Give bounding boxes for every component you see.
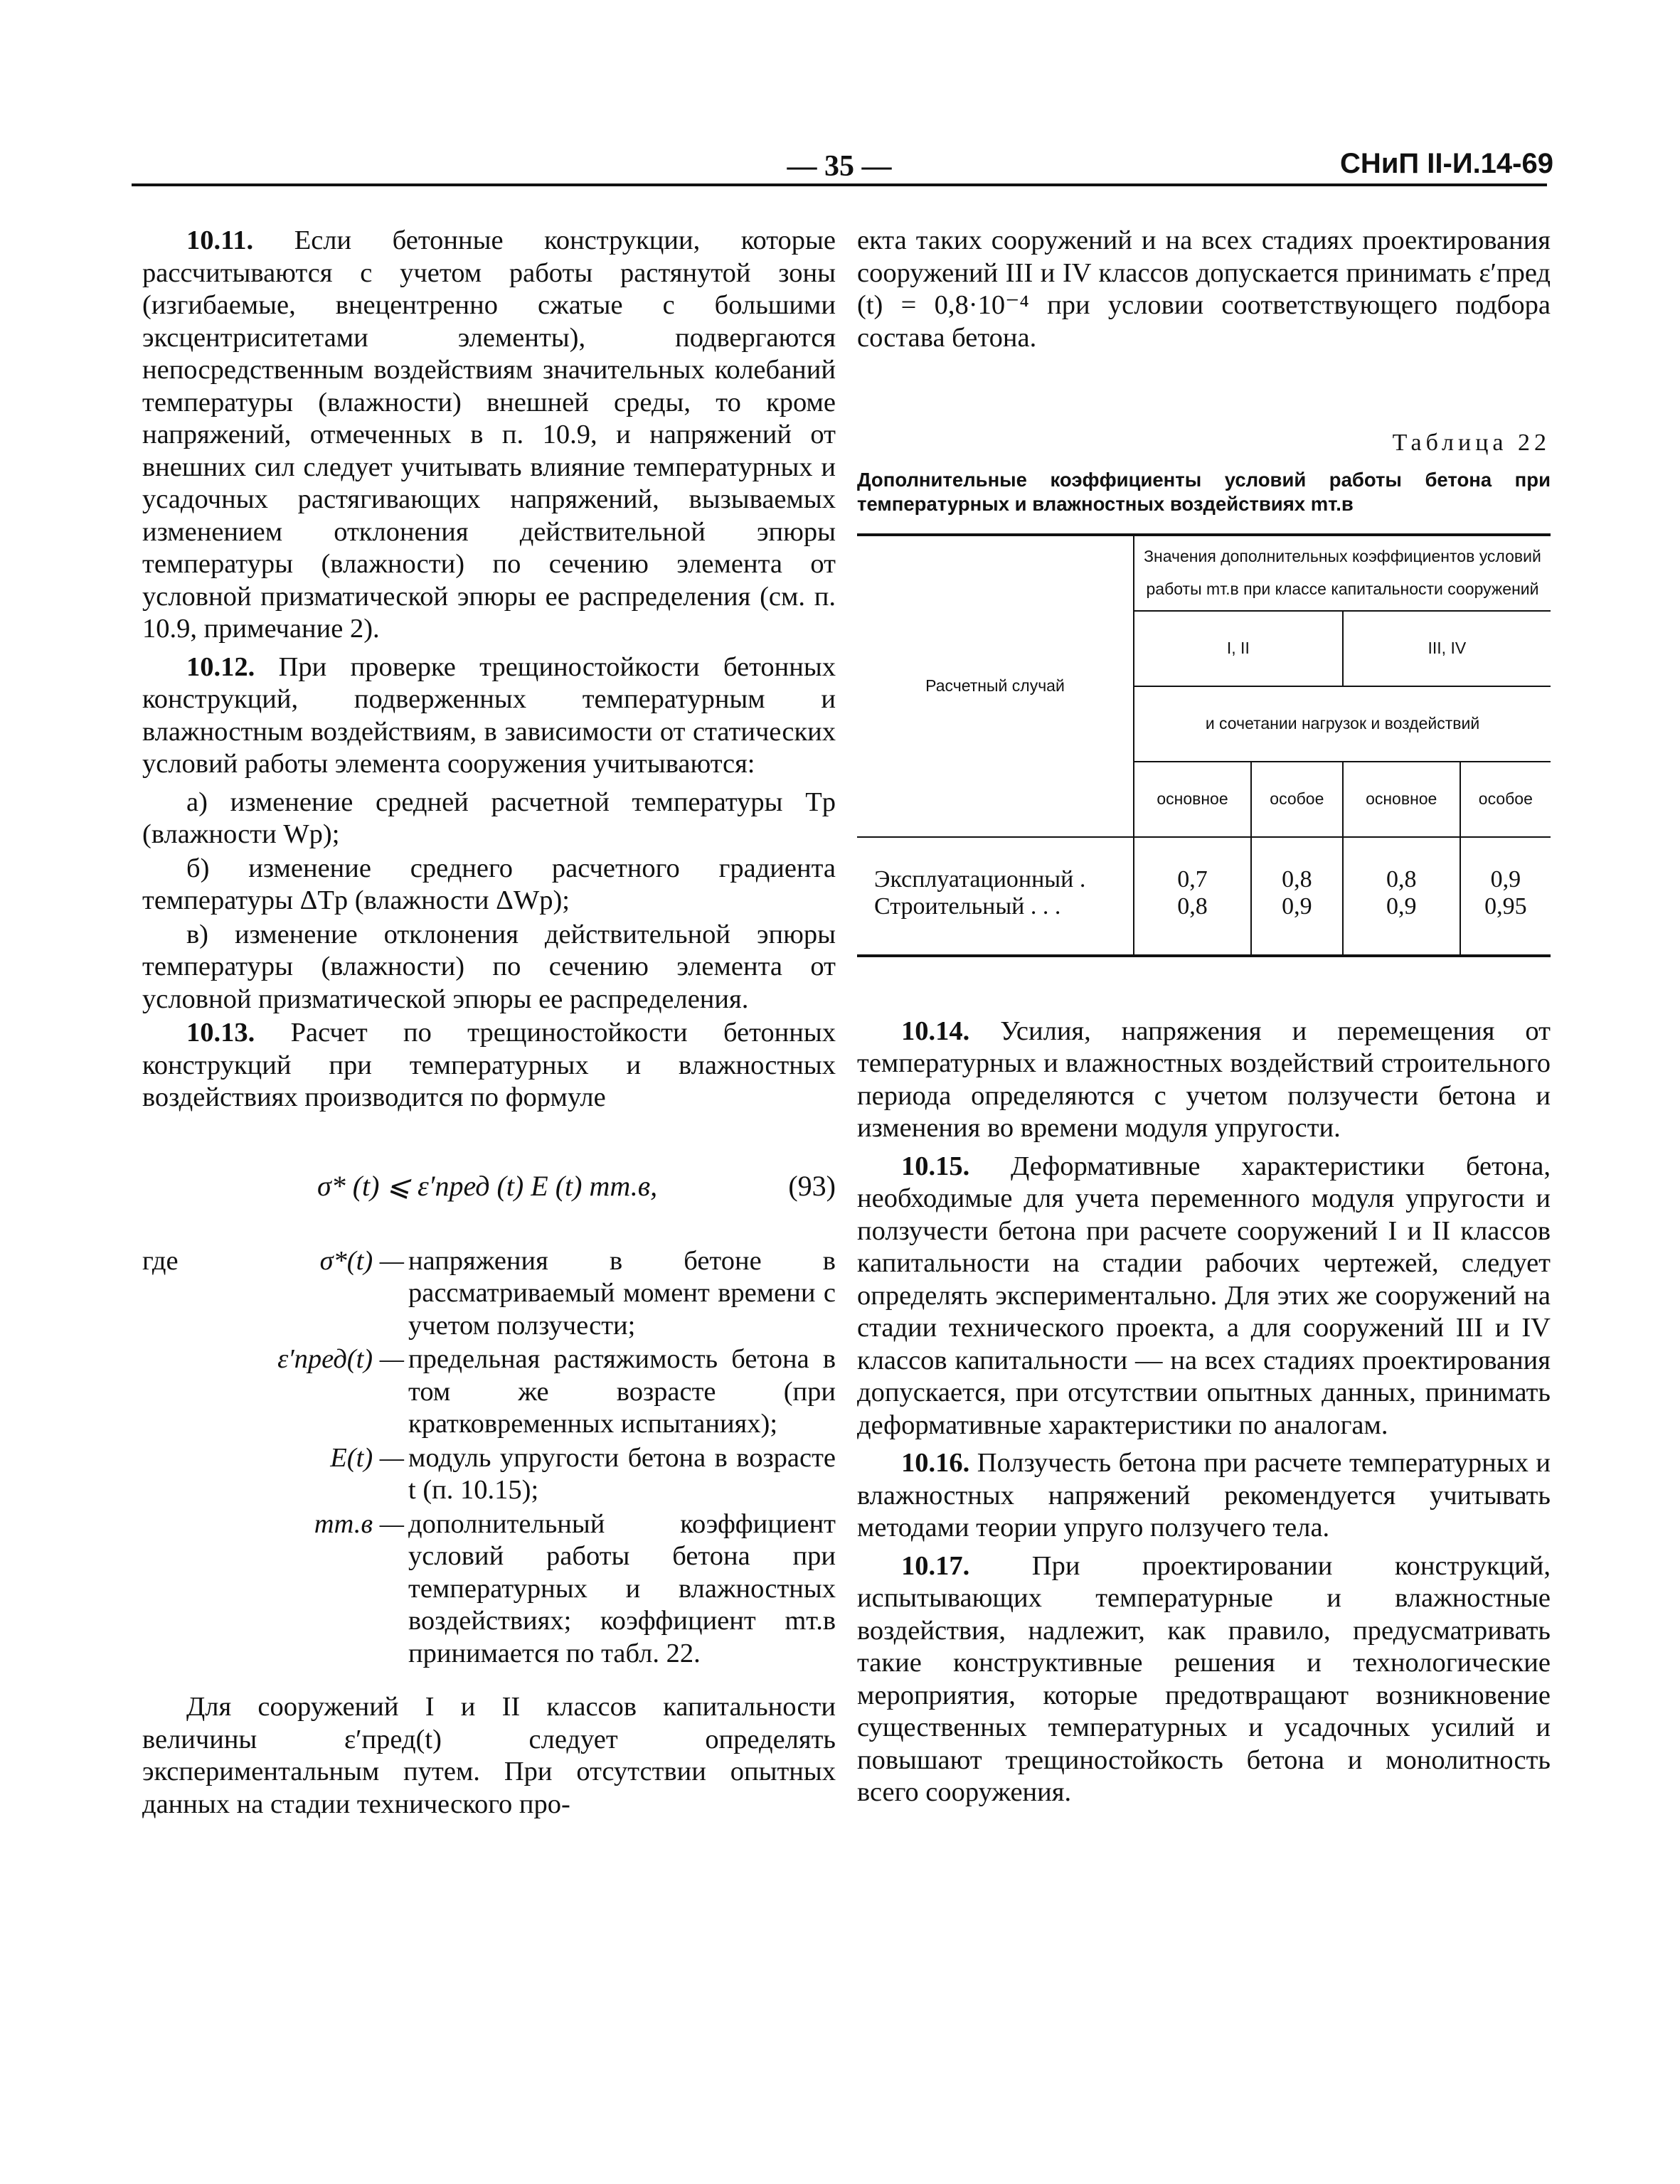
cell-value: 0,9 xyxy=(1386,893,1417,920)
page-number: — 35 — xyxy=(787,150,892,183)
document-code: СНиП II-И.14-69 xyxy=(1340,148,1553,179)
clause-text: Расчет по трещиностойкости бетонных конструкций при температурных и влажностных воздействиях производится по формуле xyxy=(142,1018,836,1112)
clause-number: 10.12. xyxy=(186,651,255,682)
header-case: Расчетный случай xyxy=(857,535,1134,837)
where-label: где xyxy=(142,1245,179,1276)
clause-text: При проектировании конструкций, испытывающих температурные и влажностные воздействия, надлежит, как правило, предусматривать такие конструктивные решения и технологические мероприятия, которые предотвращают возникновение существенных температурных и усадочных усилий и повышают трещиностойкость бетона и монолитность всего сооружения. xyxy=(857,1550,1551,1807)
definition-text: модуль упругости бетона в возрасте t (п. 10.15); xyxy=(408,1442,836,1505)
clause-text: При проверке трещиностойкости бетонных конструкций, подверженных температурным и влажностным воздействиям, в зависимости от статических условий работы элемента сооружения учитываются: xyxy=(142,651,836,779)
left-column xyxy=(142,225,836,1826)
list-item-b: б) изменение среднего расчетного градиента температуры ΔTр (влажности ΔWр); xyxy=(142,853,836,915)
header-sub: особое xyxy=(1251,762,1343,837)
definition-symbol: σ*(t) — xyxy=(319,1245,404,1276)
values-cell xyxy=(1134,837,1251,956)
clause-number: 10.11. xyxy=(186,225,254,255)
symbol-definitions xyxy=(142,1245,836,1671)
cell-value: 0,95 xyxy=(1484,893,1527,920)
case-name: Эксплуатационный . xyxy=(874,865,1086,893)
header-class-group: III, IV xyxy=(1343,611,1551,686)
formula: σ* (t) ⩽ ε′пред (t) E (t) mт.в, xyxy=(317,1169,658,1202)
cell-value: 0,9 xyxy=(1282,893,1312,920)
header-sub: особое xyxy=(1460,762,1551,837)
definition-text: предельная растяжимость бетона в том же возрасте (при кратковременных испытаниях); xyxy=(408,1344,836,1439)
header-class-group: I, II xyxy=(1134,611,1343,686)
clause-number: 10.15. xyxy=(901,1151,970,1181)
clause-10-13 xyxy=(142,1017,836,1114)
clause-text: Усилия, напряжения и перемещения от температурных и влажностных воздействий строительного периода определяются с учетом ползучести бетона и изменения во времени модуля упругости. xyxy=(857,1016,1551,1143)
clause-number: 10.14. xyxy=(901,1016,970,1046)
case-name: Строительный . . . xyxy=(874,893,1061,920)
values-cell xyxy=(1343,837,1460,956)
clause-text: Ползучесть бетона при расчете температурных и влажностных напряжений рекомендуется учитывать методами теории упруго ползучего тела. xyxy=(857,1448,1551,1543)
clause-number: 10.16. xyxy=(901,1448,970,1478)
right-column xyxy=(857,225,1551,1815)
definition-symbol: mт.в — xyxy=(314,1508,404,1539)
continuation-paragraph: екта таких сооружений и на всех стадиях проектирования сооружений III и IV классов допускается принимать ε′пред (t) = 0,8·10⁻⁴ при условии соответствующего подбора состава бетона. xyxy=(857,225,1551,353)
clause-10-14 xyxy=(857,1016,1551,1145)
cell-value: 0,8 xyxy=(1177,893,1208,920)
header-values: Значения дополнительных коэффициентов условий работы mт.в при классе капитальности сооружений xyxy=(1134,535,1551,611)
case-names-cell xyxy=(857,837,1134,956)
clause-10-11 xyxy=(142,225,836,646)
values-cell xyxy=(1251,837,1343,956)
clauses-after-table xyxy=(857,1016,1551,1809)
formula-number: (93) xyxy=(788,1169,836,1202)
clause-text: Если бетонные конструкции, которые рассчитываются с учетом работы растянутой зоны (изгибаемые, внецентренно сжатые с большими эксцентриситетами элементы), подвергаются непосредственным воздействиям значительных колебаний температуры (влажности) внешней среды, то кроме напряжений, отмеченных в п. 10.9, и напряжений от внешних сил следует учитывать влияние температурных и усадочных растягивающих напряжений, вызываемых изменением отклонения действительной эпюры температуры (влажности) по сечению элемента от условной призматической эпюры ее распределения (см. п. 10.9, примечание 2). xyxy=(142,225,836,644)
clause-number: 10.13. xyxy=(186,1018,255,1048)
cell-value: 0,8 xyxy=(1386,865,1417,893)
cell-value: 0,8 xyxy=(1282,865,1312,893)
table-row xyxy=(857,837,1551,956)
formula-block xyxy=(142,1156,836,1224)
values-cell xyxy=(1460,837,1551,956)
clause-10-15 xyxy=(857,1151,1551,1442)
definition-text: дополнительный коэффициент условий работы бетона при температурных и влажностных воздействиях; коэффициент mт.в принимается по табл. 22. xyxy=(408,1508,836,1668)
table-caption: Таблица 22 xyxy=(1392,430,1551,456)
clause-text: Деформативные характеристики бетона, необходимые для учета переменного модуля упругости и ползучести бетона при расчете сооружений I и II классов капитальности на стадии рабочих чертежей, следует определять экспериментально. Для этих же сооружений на стадии технического проекта, а для сооружений III и IV классов капитальности — на всех стадиях проектирования допускается, при отсутствии опытных данных, принимать деформативные характеристики по аналогам. xyxy=(857,1151,1551,1440)
cell-value: 0,9 xyxy=(1490,865,1521,893)
definition-symbol: E(t) — xyxy=(330,1442,404,1473)
table-title: Дополнительные коэффициенты условий работы бетона при температурных и влажностных воздействиях mт.в xyxy=(857,468,1551,515)
header-combination: и сочетании нагрузок и воздействий xyxy=(1134,686,1551,762)
clause-10-16 xyxy=(857,1447,1551,1545)
header-rule xyxy=(132,183,1547,186)
list-item-a: а) изменение средней расчетной температуры Tр (влажности Wр); xyxy=(142,787,836,849)
clause-10-12 xyxy=(142,651,836,781)
cell-value: 0,7 xyxy=(1177,865,1208,893)
clause-number: 10.17. xyxy=(901,1550,970,1581)
closing-paragraph: Для сооружений I и II классов капитальности величины ε′пред(t) следует определять экспериментальным путем. При отсутствии опытных данных на стадии технического про- xyxy=(142,1692,836,1819)
header-sub: основное xyxy=(1343,762,1460,837)
definition-text: напряжения в бетоне в рассматриваемый момент времени с учетом ползучести; xyxy=(408,1245,836,1341)
header-sub: основное xyxy=(1134,762,1251,837)
clause-10-17 xyxy=(857,1550,1551,1809)
list-item-v: в) изменение отклонения действительной эпюры температуры (влажности) по сечению элемента от условной призматической эпюры ее распределения. xyxy=(142,919,836,1014)
definition-symbol: ε′пред(t) — xyxy=(277,1344,404,1374)
coefficients-table xyxy=(857,533,1551,957)
